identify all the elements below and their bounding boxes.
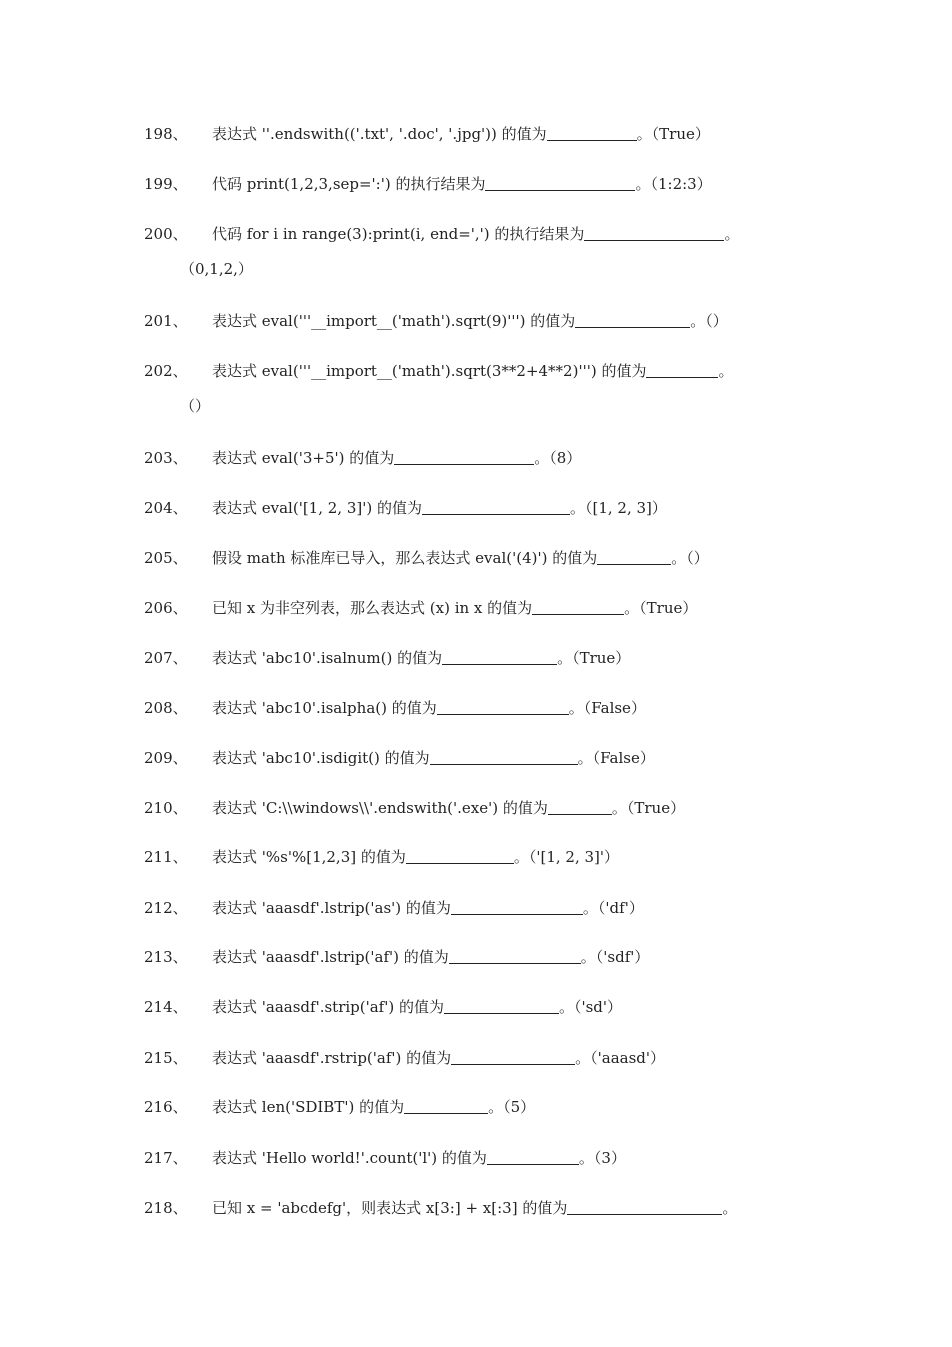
question-number: 204、 [144,499,188,517]
question-number: 201、 [144,312,188,330]
answer-blank [422,498,570,515]
question-text: 表达式 '%s'%[1,2,3] 的值为 [212,848,406,866]
question-answer: 。（1:2:3） [635,175,712,193]
question-answer: 。（8） [534,449,582,467]
answer-blank [575,311,690,328]
answer-blank [442,648,557,665]
question-number: 205、 [144,549,188,567]
question-answer: 。（[1, 2, 3]） [570,499,667,517]
question-number: 217、 [144,1149,188,1167]
question-answer: 。（True） [611,799,686,817]
answer-blank [451,898,583,915]
question-number: 209、 [144,749,188,767]
question-text: 表达式 'abc10'.isalpha() 的值为 [212,699,437,717]
question-answer: 。（'sdf'） [580,948,650,966]
question-number: 215、 [144,1049,188,1067]
question-text: 已知 x = 'abcdefg'，则表达式 x[3:] + x[:3] 的值为 [212,1199,568,1217]
question-answer: 。（5） [488,1098,536,1116]
question-number: 200、 [144,225,188,243]
question-answer: 。（'[1, 2, 3]'） [513,848,620,866]
answer-blank [547,124,637,141]
question-number: 210、 [144,799,188,817]
question-answer: 。（True） [557,649,631,667]
question-number: 214、 [144,998,188,1016]
answer-blank [567,1198,722,1215]
question-answer: 。 [718,362,734,380]
answer-blank [406,847,514,864]
question-answer-continued: （） [180,397,211,415]
question-answer: 。（3） [578,1149,626,1167]
question-text: 表达式 eval('3+5') 的值为 [212,449,395,467]
question-text: 已知 x 为非空列表，那么表达式 (x) in x 的值为 [212,599,533,617]
answer-blank [451,1048,575,1065]
question-text: 表达式 'abc10'.isalnum() 的值为 [212,649,443,667]
question-text: 假设 math 标准库已导入，那么表达式 eval('(4)') 的值为 [212,549,598,567]
answer-blank [485,174,635,191]
answer-blank [584,224,724,241]
question-text: 表达式 'aaasdf'.rstrip('af') 的值为 [212,1049,452,1067]
question-number: 199、 [144,175,188,193]
question-number: 206、 [144,599,188,617]
question-text: 表达式 'abc10'.isdigit() 的值为 [212,749,430,767]
question-text: 代码 for i in range(3):print(i, end=',') 的执行结果为 [212,225,585,243]
question-number: 211、 [144,848,188,866]
question-text: 代码 print(1,2,3,sep=':') 的执行结果为 [212,175,486,193]
question-text: 表达式 ''.endswith(('.txt', '.doc', '.jpg')) 的值为 [212,125,547,143]
answer-blank [394,448,534,465]
answer-blank [430,748,578,765]
question-text: 表达式 'C:\\windows\\'.endswith('.exe') 的值为 [212,799,548,817]
answer-blank [444,997,559,1014]
question-text: 表达式 eval('[1, 2, 3]') 的值为 [212,499,422,517]
question-number: 213、 [144,948,188,966]
answer-blank [646,361,718,378]
question-text: 表达式 eval('''__import__('math').sqrt(3**2+4**2)''') 的值为 [212,362,647,380]
question-text: 表达式 'aaasdf'.lstrip('as') 的值为 [212,899,451,917]
question-text: 表达式 'Hello world!'.count('l') 的值为 [212,1149,487,1167]
question-answer: 。（） [671,549,709,567]
question-number: 216、 [144,1098,188,1116]
question-number: 212、 [144,899,188,917]
question-answer: 。（True） [636,125,710,143]
question-number: 198、 [144,125,188,143]
question-answer: 。（'aaasd'） [575,1049,666,1067]
question-text: 表达式 eval('''__import__('math').sqrt(9)''') 的值为 [212,312,576,330]
question-text: 表达式 'aaasdf'.lstrip('af') 的值为 [212,948,449,966]
question-answer: 。（） [690,312,728,330]
question-number: 202、 [144,362,188,380]
question-text: 表达式 len('SDIBT') 的值为 [212,1098,405,1116]
question-number: 218、 [144,1199,188,1217]
question-number: 207、 [144,649,188,667]
answer-blank [449,947,581,964]
question-answer: 。 [724,225,740,243]
answer-blank [597,548,671,565]
question-answer: 。 [722,1199,738,1217]
question-text: 表达式 'aaasdf'.strip('af') 的值为 [212,998,444,1016]
answer-blank [532,598,624,615]
question-answer: 。（False） [577,749,655,767]
answer-blank [437,698,569,715]
question-number: 208、 [144,699,188,717]
answer-blank [404,1097,488,1114]
answer-blank [487,1148,579,1165]
question-answer: 。（False） [568,699,646,717]
answer-blank [548,798,612,815]
question-answer: 。（'sd'） [558,998,623,1016]
question-answer: 。（True） [624,599,698,617]
question-number: 203、 [144,449,188,467]
question-answer: 。（'df'） [582,899,644,917]
question-answer-continued: （0,1,2,） [180,260,253,278]
